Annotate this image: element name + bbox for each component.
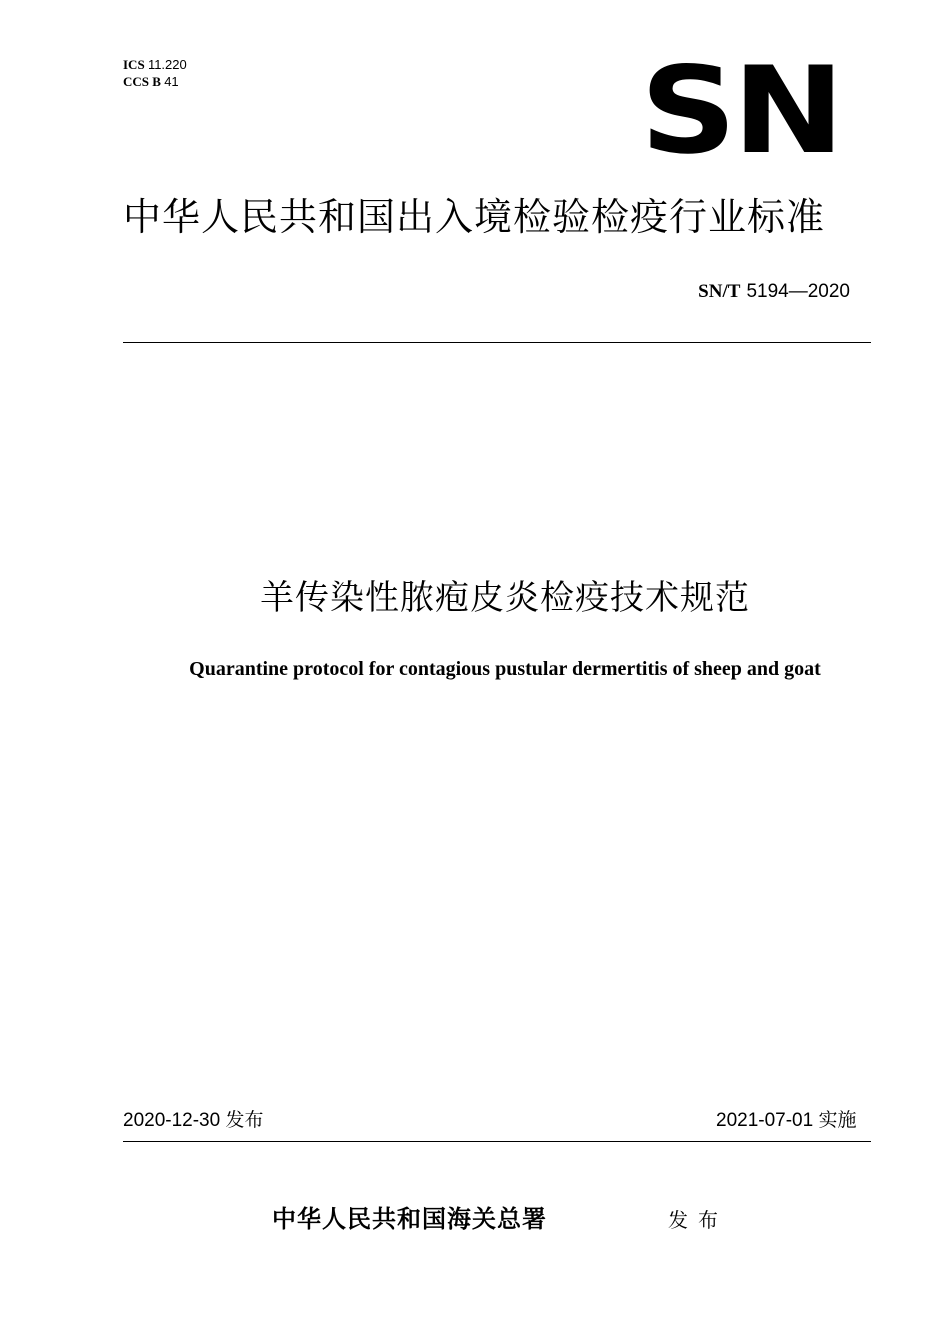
top-divider (123, 342, 871, 343)
sn-logo: SN (640, 42, 841, 181)
effective-date: 2021-07-01 实施 (716, 1110, 857, 1131)
publisher-verb: 发布 (668, 1208, 728, 1232)
document-title-english: Quarantine protocol for contagious pustular dermertitis of sheep and goat (189, 658, 821, 680)
ccs-line (123, 74, 179, 90)
ics-line (123, 57, 187, 73)
publisher-name: 中华人民共和国海关总署 (272, 1204, 547, 1233)
ics-value: 11.220 (147, 57, 187, 72)
standard-code: SN/T (698, 281, 741, 302)
issue-date: 2020-12-30 发布 (123, 1110, 264, 1131)
bottom-divider (123, 1141, 871, 1142)
document-title-chinese: 羊传染性脓疱皮炎检疫技术规范 (260, 578, 750, 618)
standard-authority-heading: 中华人民共和国出入境检验检疫行业标准 (123, 195, 826, 239)
ics-label: ICS (123, 57, 145, 72)
standard-number (640, 280, 850, 303)
ccs-value: 41 (164, 74, 179, 89)
standard-number-value: 5194—2020 (746, 281, 850, 302)
ccs-label: CCS B (123, 74, 161, 89)
